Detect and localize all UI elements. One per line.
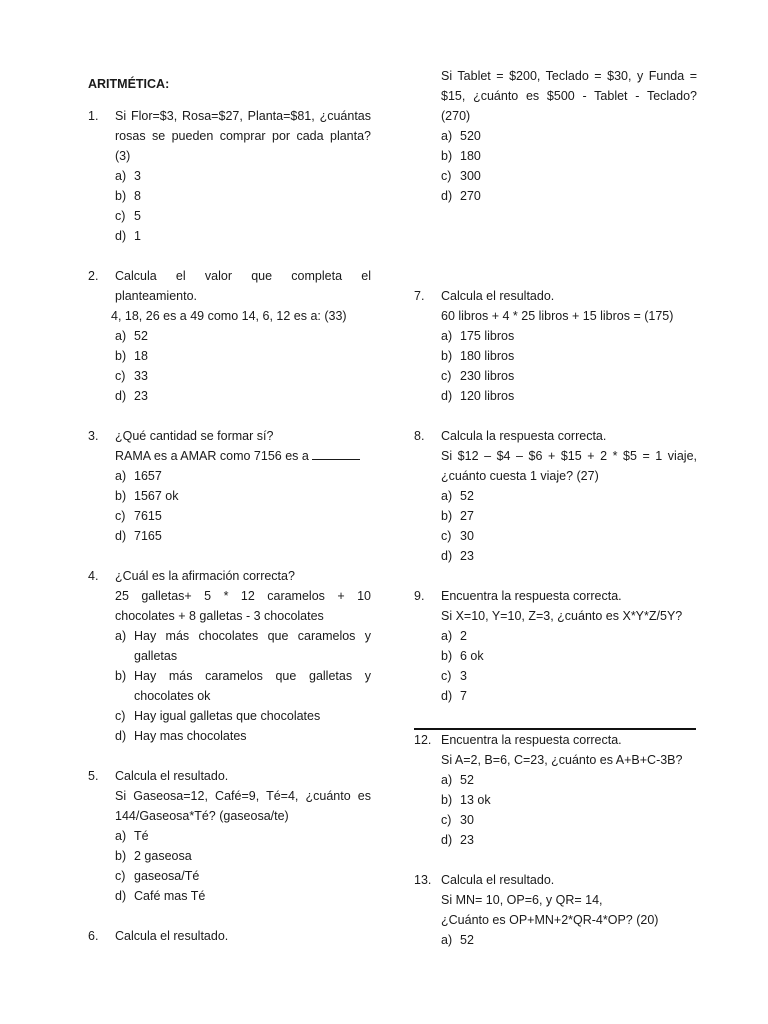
option-d [88,226,371,246]
question-detail: 60 libros + 4 * 25 libros + 15 libros = (175) [441,309,674,323]
option-c [88,506,371,526]
question-detail-text: RAMA es a AMAR como 7156 es a [115,449,309,463]
option-label: c) [441,529,452,543]
option-a [88,826,371,846]
question-text: Calcula la respuesta correcta. [441,429,607,443]
option-text: Té [134,829,149,843]
option-label: b) [441,349,453,363]
option-a [414,770,697,790]
question-8 [414,426,697,566]
option-label: d) [441,189,453,203]
question-number: 7. [414,289,425,303]
question-number: 2. [88,269,99,283]
question-9 [414,586,697,706]
question-number: 9. [414,589,425,603]
option-text: 52 [134,329,148,343]
option-label: a) [441,329,453,343]
option-text: 27 [460,509,474,523]
option-d [414,686,697,706]
option-d [88,526,371,546]
option-text: 7165 [134,529,162,543]
answer-blank [312,447,360,460]
option-label: d) [441,389,453,403]
option-a [88,326,371,346]
option-b [414,790,697,810]
option-text: Hay más caramelos que galletas y chocolates ok [134,669,371,703]
question-text: ¿Qué cantidad se formar sí? [115,429,274,443]
question-number: 5. [88,769,99,783]
option-label: b) [115,349,127,363]
option-text: 1567 ok [134,489,179,503]
option-label: c) [441,369,452,383]
section-divider [414,728,696,730]
option-c [88,706,371,726]
question-number: 6. [88,929,99,943]
option-label: a) [441,129,453,143]
option-label: a) [441,773,453,787]
question-text: Calcula el valor que completa el [115,269,371,283]
option-label: d) [441,549,453,563]
option-b [88,846,371,866]
option-text: 120 libros [460,389,515,403]
option-a [414,326,697,346]
option-text: 33 [134,369,148,383]
option-text: 8 [134,189,141,203]
option-label: d) [115,729,127,743]
right-column [414,66,697,970]
option-label: c) [115,369,126,383]
question-detail [88,446,371,466]
option-label: d) [115,389,127,403]
option-text: 23 [460,549,474,563]
question-number: 8. [414,429,425,443]
page-title: ARITMÉTICA: [88,77,170,91]
option-label: a) [115,169,127,183]
option-label: c) [115,869,126,883]
option-b [414,346,697,366]
question-number: 3. [88,429,99,443]
option-b [88,346,371,366]
question-number: 13. [414,873,432,887]
option-label: d) [441,833,453,847]
question-2 [88,266,371,406]
question-text: Si Flor=$3, Rosa=$27, Planta=$81, ¿cuántas [115,109,371,123]
option-text: 30 [460,813,474,827]
option-c [88,866,371,886]
option-text: 52 [460,773,474,787]
option-label: d) [441,689,453,703]
question-text: Encuentra la respuesta correcta. [441,733,622,747]
question-detail: Si Tablet = $200, Teclado = $30, y Funda = [441,69,697,83]
option-text: 300 [460,169,481,183]
option-text: 7 [460,689,467,703]
question-text: Calcula el resultado. [441,873,555,887]
option-c [414,166,697,186]
option-b [414,646,697,666]
question-4 [88,566,371,746]
option-text: 175 libros [460,329,515,343]
question-text: Calcula el resultado. [115,769,229,783]
option-label: a) [441,933,453,947]
option-text: 23 [134,389,148,403]
option-label: a) [115,629,127,643]
option-label: c) [441,813,452,827]
option-c [88,206,371,226]
question-detail: ¿Cuánto es OP+MN+2*QR-4*OP? (20) [441,913,659,927]
question-text: Calcula el resultado. [115,929,229,943]
option-c [414,366,697,386]
option-label: c) [115,209,126,223]
option-text: 6 ok [460,649,484,663]
left-column [88,66,371,966]
question-detail: $15, ¿cuánto es $500 - Tablet - Teclado? [441,89,697,103]
option-c [414,810,697,830]
option-c [414,526,697,546]
option-text: 30 [460,529,474,543]
option-d [88,886,371,906]
option-b [88,666,371,706]
question-text: Calcula el resultado. [441,289,555,303]
option-b [88,186,371,206]
option-text: 7615 [134,509,162,523]
question-5 [88,766,371,906]
question-6-continued [414,66,697,206]
option-text: 2 [460,629,467,643]
option-text: 18 [134,349,148,363]
option-text: 1657 [134,469,162,483]
option-label: b) [115,189,127,203]
option-d [88,386,371,406]
option-label: c) [115,709,126,723]
option-text: 5 [134,209,141,223]
question-text: ¿Cuál es la afirmación correcta? [115,569,295,583]
question-detail: Si $12 – $4 – $6 + $15 + 2 * $5 = 1 viaje, [441,449,697,463]
option-d [414,386,697,406]
option-label: b) [441,793,453,807]
question-1 [88,106,371,246]
option-b [88,486,371,506]
option-label: b) [115,669,127,683]
option-label: a) [115,829,127,843]
option-b [414,146,697,166]
option-text: 52 [460,489,474,503]
question-text: planteamiento. [115,289,198,303]
option-text: Hay igual galletas que chocolates [134,709,321,723]
question-number: 4. [88,569,99,583]
option-label: b) [115,849,127,863]
option-text: Hay más chocolates que caramelos y galletas [134,629,371,663]
question-detail: 144/Gaseosa*Té? (gaseosa/te) [115,809,289,823]
option-label: a) [441,629,453,643]
option-text: 13 ok [460,793,491,807]
option-text: 23 [460,833,474,847]
option-text: 3 [134,169,141,183]
option-a [88,166,371,186]
option-a [88,466,371,486]
option-a [414,626,697,646]
question-12 [414,730,697,850]
question-detail: Si X=10, Y=10, Z=3, ¿cuánto es X*Y*Z/5Y? [441,609,683,623]
option-d [414,830,697,850]
question-detail: Si A=2, B=6, C=23, ¿cuánto es A+B+C-3B? [441,753,683,767]
question-text: rosas se pueden comprar por cada planta? [115,129,371,143]
question-detail: 25 galletas+ 5 * 12 caramelos + 10 [115,589,371,603]
option-text: 3 [460,669,467,683]
option-text: 52 [460,933,474,947]
option-label: d) [115,229,127,243]
option-text: 230 libros [460,369,515,383]
option-a [414,486,697,506]
option-a [88,626,371,666]
question-3 [88,426,371,546]
question-detail: Si Gaseosa=12, Café=9, Té=4, ¿cuánto es [115,789,371,803]
option-label: c) [441,169,452,183]
question-13 [414,870,697,950]
question-detail: ¿cuánto cuesta 1 viaje? (27) [441,469,599,483]
option-label: b) [441,649,453,663]
question-number: 12. [414,733,432,747]
option-text: 1 [134,229,141,243]
option-text: gaseosa/Té [134,869,200,883]
option-text: Café mas Té [134,889,206,903]
option-text: 180 libros [460,349,515,363]
question-text: (3) [115,149,131,163]
option-label: c) [441,669,452,683]
question-6 [88,926,371,946]
option-label: b) [115,489,127,503]
option-text: Hay mas chocolates [134,729,247,743]
question-7 [414,286,697,406]
option-d [414,186,697,206]
option-text: 520 [460,129,481,143]
option-label: a) [115,469,127,483]
option-c [88,366,371,386]
option-label: c) [115,509,126,523]
option-c [414,666,697,686]
option-a [414,930,697,950]
option-text: 270 [460,189,481,203]
question-number: 1. [88,109,99,123]
option-d [88,726,371,746]
question-detail: Si MN= 10, OP=6, y QR= 14, [441,893,603,907]
option-d [414,546,697,566]
option-label: d) [115,529,127,543]
option-label: a) [441,489,453,503]
question-detail: (270) [441,109,471,123]
option-label: a) [115,329,127,343]
question-detail: 4, 18, 26 es a 49 como 14, 6, 12 es a: (33) [111,309,347,323]
option-label: b) [441,509,453,523]
option-text: 180 [460,149,481,163]
option-text: 2 gaseosa [134,849,192,863]
option-label: b) [441,149,453,163]
option-label: d) [115,889,127,903]
question-text: Encuentra la respuesta correcta. [441,589,622,603]
question-detail: chocolates + 8 galletas - 3 chocolates [115,609,324,623]
option-a [414,126,697,146]
option-b [414,506,697,526]
